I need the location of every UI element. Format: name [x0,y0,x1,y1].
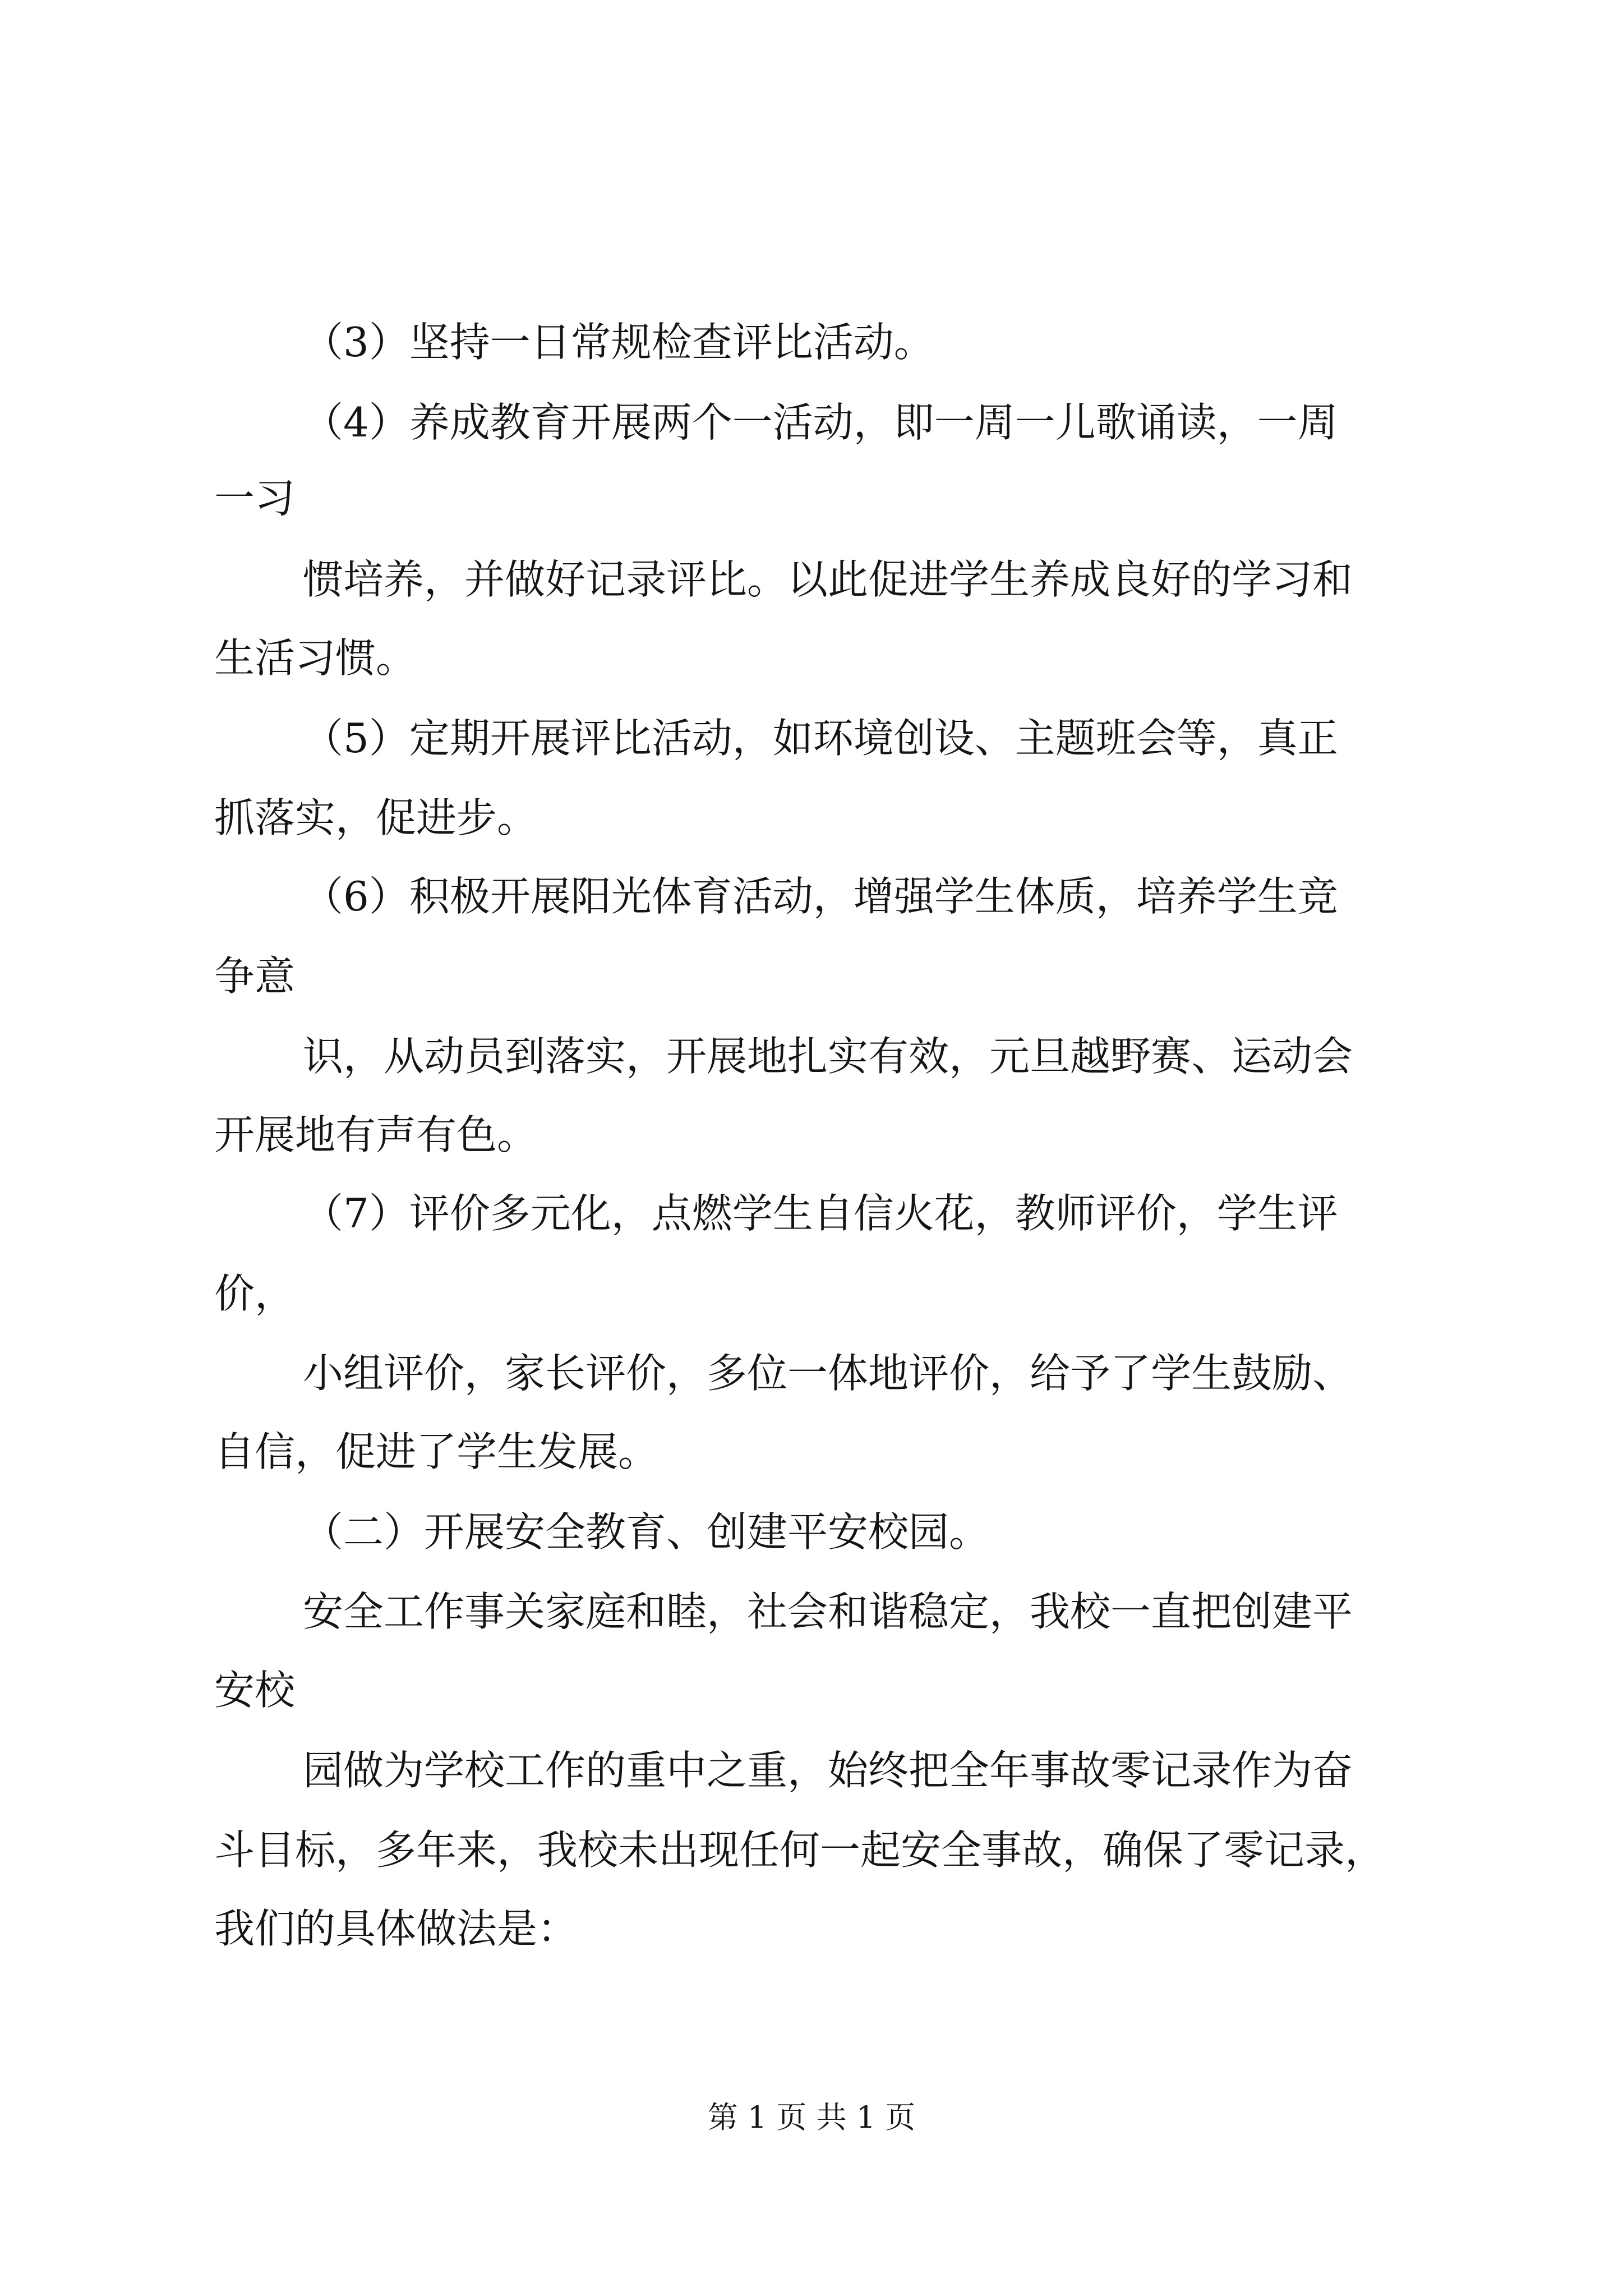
paragraph-line: 识，从动员到落实，开展地扎实有效，元旦越野赛、运动会 [303,1033,1353,1080]
paragraph-line: 安校 [214,1667,296,1714]
paragraph-line: （5）定期开展评比活动，如环境创设、主题班会等，真正 [303,715,1338,762]
page-footer: 第 1 页 共 1 页 [707,2100,916,2135]
paragraph-line: 我们的具体做法是： [214,1905,578,1952]
paragraph-line: （7）评价多元化，点燃学生自信火花，教师评价，学生评 [303,1190,1338,1237]
paragraph-line: 园做为学校工作的重中之重，始终把全年事故零记录作为奋 [303,1747,1353,1794]
paragraph-line: 自信，促进了学生发展。 [214,1428,659,1475]
paragraph-line: 安全工作事关家庭和睦，社会和谐稳定，我校一直把创建平 [303,1588,1353,1635]
paragraph-line: （二）开展安全教育、创建平安校园。 [303,1508,990,1556]
paragraph-line: 生活习惯。 [214,634,417,682]
paragraph-line: 小组评价，家长评价，多位一体地评价，给予了学生鼓励、 [303,1350,1353,1397]
paragraph-line: 抓落实，促进步。 [214,794,538,841]
paragraph-line: 价， [214,1270,296,1317]
paragraph-line: 斗目标，多年来，我校未出现任何一起安全事故，确保了零记录， [214,1826,1386,1874]
paragraph-line: （4）养成教育开展两个一活动，即一周一儿歌诵读，一周 [303,399,1338,446]
paragraph-line: 争意 [214,953,296,1000]
paragraph-line: 开展地有声有色。 [214,1111,538,1158]
paragraph-line: （3）坚持一日常规检查评比活动。 [303,319,934,366]
paragraph-line: 一习 [214,475,296,522]
paragraph-line: 惯培养，并做好记录评比。以此促进学生养成良好的学习和 [303,556,1353,603]
paragraph-line: （6）积极开展阳光体育活动，增强学生体质，培养学生竞 [303,873,1338,920]
